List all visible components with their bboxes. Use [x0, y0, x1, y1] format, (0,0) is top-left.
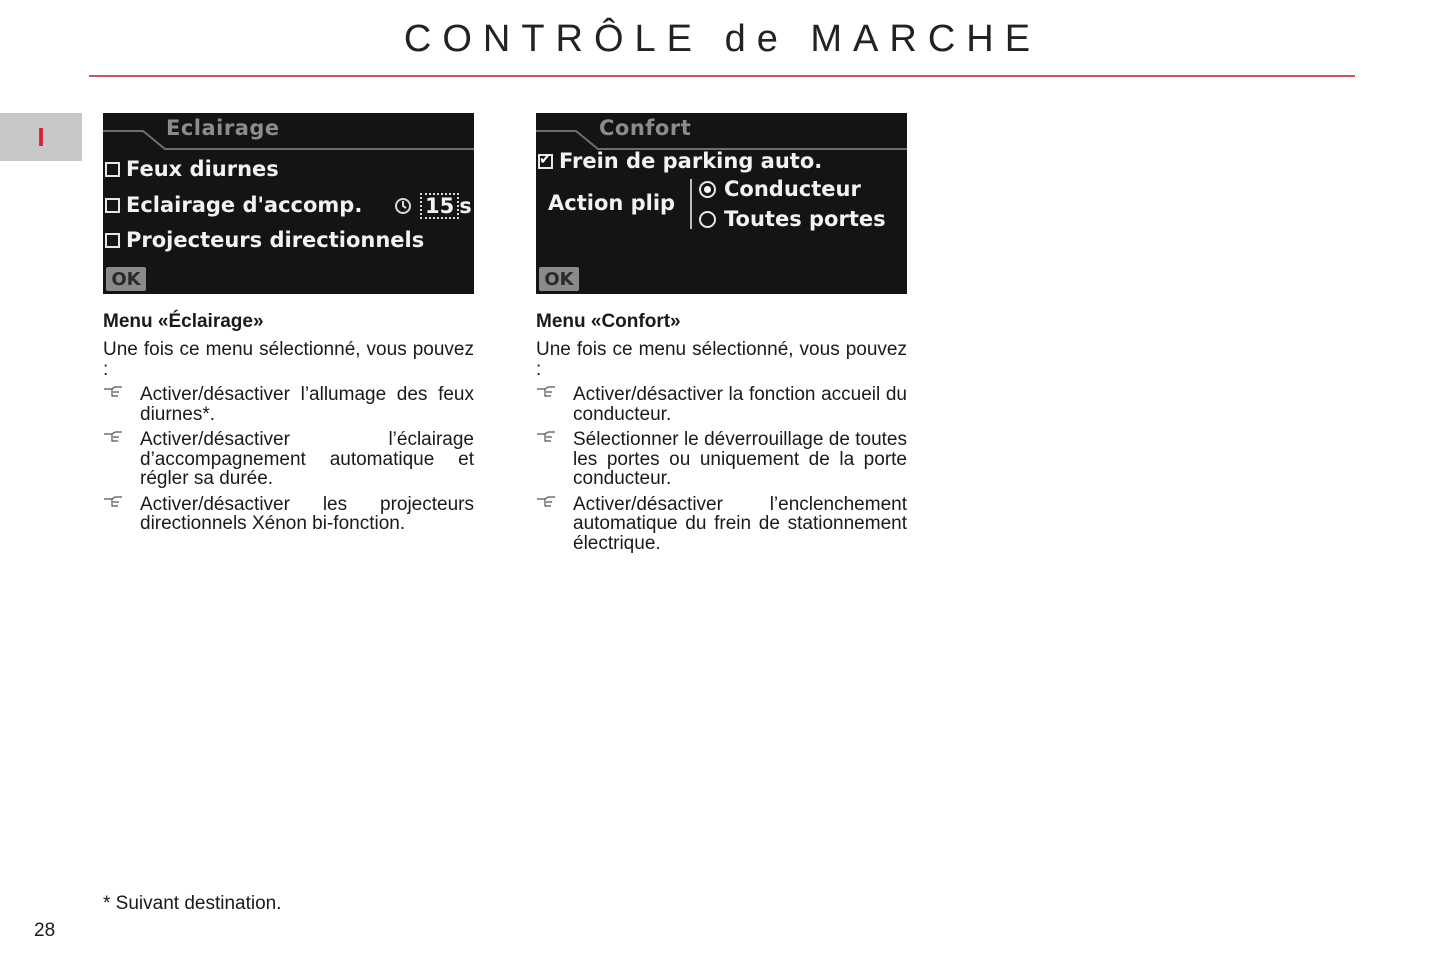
separator: [690, 179, 692, 229]
checkbox-icon: [105, 198, 120, 213]
page-title: CONTRÔLE de MARCHE: [403, 18, 1042, 60]
accomp-duration[interactable]: [394, 193, 472, 219]
checkbox-checked-icon: [538, 154, 553, 169]
ok-button[interactable]: OK: [539, 267, 579, 291]
ok-button[interactable]: OK: [106, 267, 146, 291]
radio-icon: [699, 211, 716, 228]
list-item: Activer/désactiver l’allumage des feux diurnes*.: [103, 385, 474, 424]
action-list: [536, 385, 907, 553]
screen-title: Eclairage: [166, 116, 280, 140]
option-projecteurs[interactable]: [105, 228, 424, 252]
action-plip-label: Action plip: [548, 191, 676, 215]
duration-value: 15: [420, 193, 459, 219]
chapter-tab: I: [0, 113, 82, 161]
radio-conducteur[interactable]: [699, 177, 861, 201]
eclairage-section: [103, 310, 474, 540]
pointing-hand-icon: [536, 386, 556, 398]
checkbox-icon: [105, 162, 120, 177]
footnote: * Suivant destination.: [103, 893, 282, 914]
screen-header-line: [536, 113, 907, 153]
section-intro: Une fois ce menu sélectionné, vous pouvez :: [103, 339, 474, 380]
radio-label: Toutes portes: [724, 207, 886, 231]
radio-label: Conducteur: [724, 177, 861, 201]
option-frein-parking[interactable]: [538, 149, 822, 173]
section-intro: Une fois ce menu sélectionné, vous pouvez :: [536, 339, 907, 380]
radio-selected-icon: [699, 181, 716, 198]
radio-toutes-portes[interactable]: [699, 207, 886, 231]
pointing-hand-icon: [536, 496, 556, 508]
section-heading: Menu «Éclairage»: [103, 311, 264, 332]
title-divider: [89, 75, 1355, 77]
list-item: Activer/désactiver la fonction accueil du conducteur.: [536, 385, 907, 424]
pointing-hand-icon: [103, 386, 123, 398]
list-item: Activer/désactiver l’éclairage d’accompagnement automatique et régler sa durée.: [103, 430, 474, 489]
list-item: Activer/désactiver les projecteurs directionnels Xénon bi-fonction.: [103, 495, 474, 534]
pointing-hand-icon: [103, 496, 123, 508]
page-number: 28: [34, 920, 56, 941]
option-label: Eclairage d'accomp.: [126, 193, 363, 217]
checkbox-icon: [105, 233, 120, 248]
action-list: [103, 385, 474, 534]
eclairage-screen-image: [103, 113, 474, 294]
clock-icon: [394, 197, 412, 215]
confort-section: [536, 310, 907, 559]
option-eclairage-accomp[interactable]: [105, 193, 362, 217]
section-heading: Menu «Confort»: [536, 311, 681, 332]
screen-header-line: [103, 113, 474, 153]
list-item: Sélectionner le déverrouillage de toutes les portes ou uniquement de la porte conducteur.: [536, 430, 907, 489]
screen-title: Confort: [599, 116, 692, 140]
option-label: Feux diurnes: [126, 157, 279, 181]
confort-screen-image: [536, 113, 907, 294]
option-label: Frein de parking auto.: [559, 149, 823, 173]
option-feux-diurnes[interactable]: [105, 157, 279, 181]
pointing-hand-icon: [536, 431, 556, 443]
duration-unit: s: [459, 194, 472, 218]
pointing-hand-icon: [103, 431, 123, 443]
list-item: Activer/désactiver l’enclenchement automatique du frein de stationnement électrique.: [536, 495, 907, 554]
option-label: Projecteurs directionnels: [126, 228, 425, 252]
